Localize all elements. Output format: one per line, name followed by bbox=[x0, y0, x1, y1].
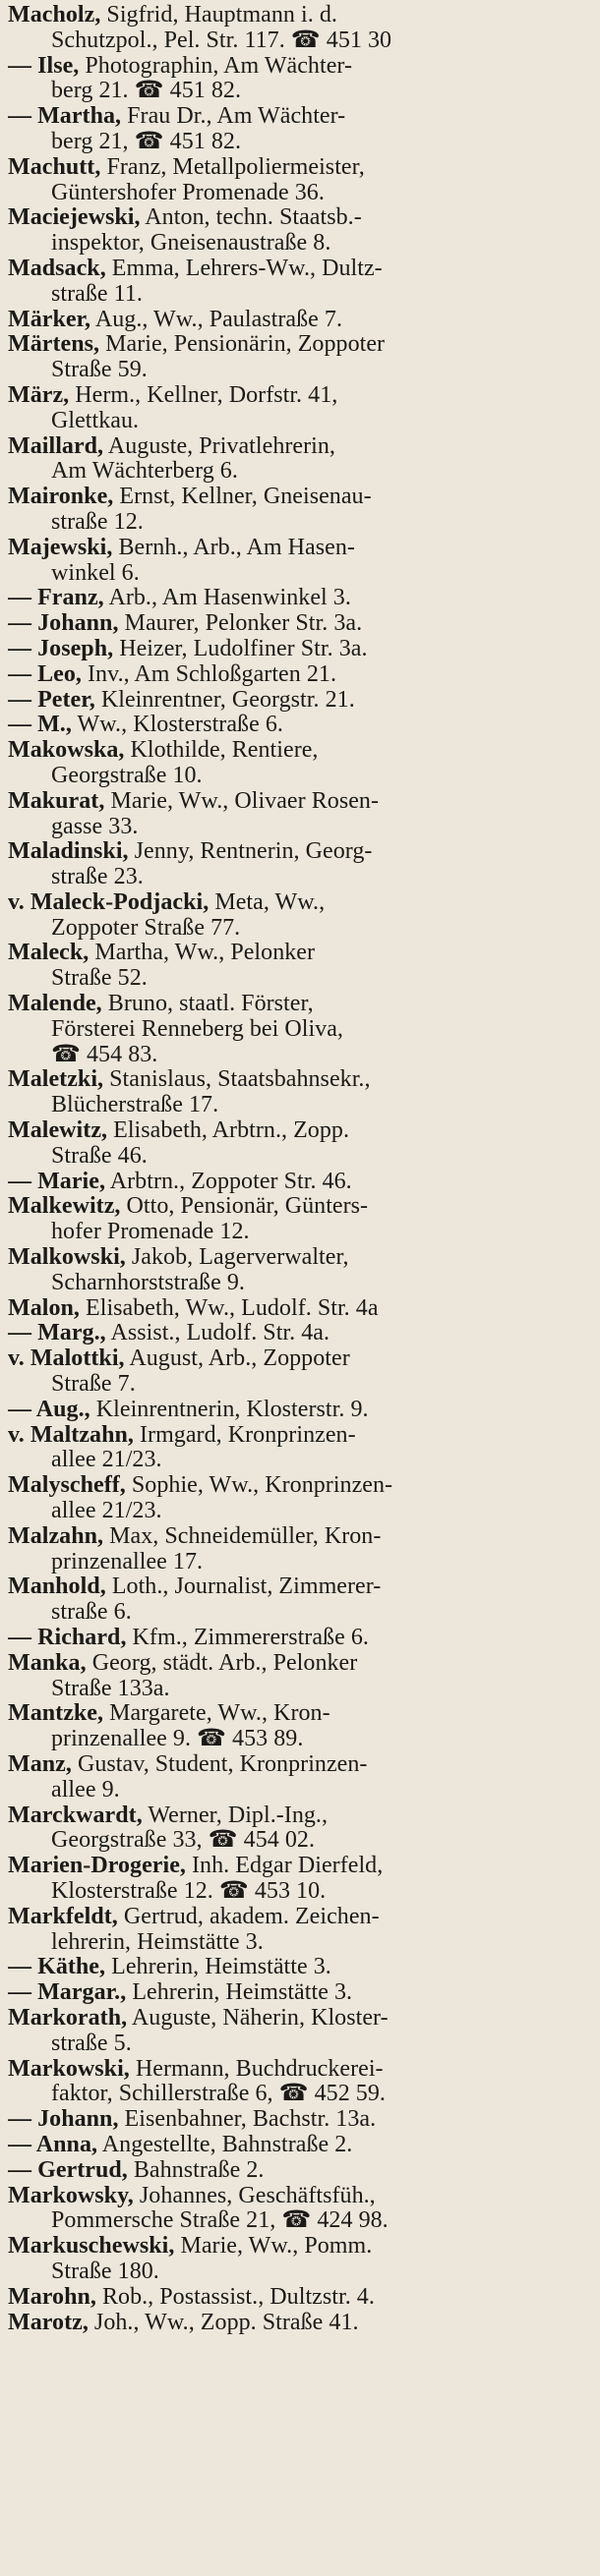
entry-name: Markowsky, bbox=[8, 2183, 134, 2208]
entry-details: Max, Schneidemüller, Kron- bbox=[103, 1523, 382, 1549]
entry-name: Maciejewski, bbox=[8, 205, 141, 231]
entry-details: Sophie, Ww., Kronprinzen- bbox=[125, 1473, 393, 1499]
entry-details: Lehrerin, Heimstätte 3. bbox=[126, 1980, 353, 2006]
entry-name: Makowska, bbox=[8, 738, 125, 764]
entry-name: Manka, bbox=[8, 1650, 87, 1676]
entry-continuation-line: Blücherstraße 17. bbox=[51, 1093, 219, 1118]
entry-name: — Margar., bbox=[8, 1980, 127, 2006]
entry-name: Malzahn, bbox=[8, 1523, 104, 1549]
directory-entry bbox=[8, 2184, 592, 2235]
entry-name: — Franz, bbox=[8, 586, 104, 611]
directory-entry bbox=[8, 1398, 592, 1423]
entry-name: — M., bbox=[8, 713, 72, 738]
entry-name: Malende, bbox=[8, 992, 102, 1017]
entry-first-line bbox=[8, 1803, 592, 1829]
entry-first-line bbox=[8, 637, 592, 662]
entry-first-line bbox=[8, 1701, 592, 1727]
entry-first-line bbox=[8, 941, 592, 966]
entry-first-line bbox=[8, 3, 592, 29]
entry-first-line bbox=[8, 1321, 592, 1346]
entry-details: Kleinrentner, Georgstr. 21. bbox=[94, 687, 355, 713]
entry-first-line bbox=[8, 611, 592, 637]
entry-name: Marien-Drogerie, bbox=[8, 1854, 186, 1879]
directory-entry bbox=[8, 155, 592, 206]
directory-entry bbox=[8, 1067, 592, 1118]
entry-details: Assist., Ludolf. Str. 4a. bbox=[105, 1321, 330, 1346]
entry-first-line bbox=[8, 1118, 592, 1144]
directory-entry bbox=[8, 383, 592, 434]
entry-details: Marie, Ww., Olivaer Rosen- bbox=[104, 788, 380, 814]
entry-name: — Leo, bbox=[8, 661, 82, 687]
entry-first-line bbox=[8, 1626, 592, 1651]
entry-continuation-line: Glettkau. bbox=[51, 408, 140, 433]
entry-details: Aug., Ww., Paulastraße 7. bbox=[90, 307, 343, 332]
entry-details: Ernst, Kellner, Gneisenau- bbox=[113, 485, 372, 510]
directory-entry bbox=[8, 611, 592, 637]
entry-name: Maleck, bbox=[8, 941, 90, 966]
entry-continuation-line: straße 5. bbox=[51, 2031, 132, 2056]
entry-continuation-line: prinzenallee 17. bbox=[51, 1549, 204, 1574]
entry-name: Märker, bbox=[8, 307, 91, 332]
entry-details: Georg, städt. Arb., Pelonker bbox=[86, 1650, 358, 1676]
entry-continuation-line: Am Wächterberg 6. bbox=[51, 459, 238, 485]
directory-entry bbox=[8, 1118, 592, 1170]
entry-name: Machutt, bbox=[8, 154, 101, 180]
entry-name: Maladinski, bbox=[8, 839, 129, 865]
entry-first-line bbox=[8, 1955, 592, 1980]
entry-first-line bbox=[8, 1980, 592, 2006]
entry-name: — Aug., bbox=[8, 1397, 90, 1422]
entry-details: Bernh., Arb., Am Hasen- bbox=[112, 535, 355, 560]
entry-name: Maletzki, bbox=[8, 1067, 104, 1093]
entry-details: Angestellte, Bahnstraße 2. bbox=[97, 2132, 353, 2157]
directory-entry bbox=[8, 1701, 592, 1752]
entry-name: — Joseph, bbox=[8, 636, 114, 661]
directory-entry bbox=[8, 308, 592, 333]
entry-details: Joh., Ww., Zopp. Straße 41. bbox=[88, 2310, 359, 2335]
directory-entry bbox=[8, 1905, 592, 1956]
entry-continuation-line: Pommersche Straße 21, ☎ 424 98. bbox=[51, 2208, 389, 2234]
entry-first-line bbox=[8, 1524, 592, 1550]
entry-first-line bbox=[8, 738, 592, 764]
entry-first-line bbox=[8, 2158, 592, 2184]
entry-continuation-line: Försterei Renneberg bei Oliva, bbox=[51, 1016, 343, 1042]
entry-continuation-line: Georgstraße 10. bbox=[51, 763, 203, 788]
entry-continuation-line: prinzenallee 9. ☎ 453 89. bbox=[51, 1727, 304, 1752]
entry-name: — Gertrud, bbox=[8, 2157, 128, 2183]
entry-details: Gustav, Student, Kronprinzen- bbox=[71, 1751, 368, 1777]
entry-first-line bbox=[8, 2234, 592, 2260]
directory-entry bbox=[8, 941, 592, 992]
directory-entry bbox=[8, 890, 592, 942]
entry-name: Makurat, bbox=[8, 788, 105, 814]
directory-entry bbox=[8, 1980, 592, 2006]
directory-entry bbox=[8, 1296, 592, 1322]
entry-details: Marie, Pensionärin, Zoppoter bbox=[99, 332, 386, 358]
entry-continuation-line: gasse 33. bbox=[51, 814, 139, 839]
entry-first-line bbox=[8, 586, 592, 611]
entry-first-line bbox=[8, 1194, 592, 1220]
entry-name: Markfeldt, bbox=[8, 1904, 118, 1929]
directory-entry bbox=[8, 1346, 592, 1398]
entry-name: Maillard, bbox=[8, 433, 104, 459]
entry-name: Malon, bbox=[8, 1295, 80, 1321]
entry-continuation-line: faktor, Schillerstraße 6, ☎ 452 59. bbox=[51, 2082, 386, 2107]
entry-name: Markorath, bbox=[8, 2005, 128, 2031]
directory-entry bbox=[8, 536, 592, 587]
entry-first-line bbox=[8, 1905, 592, 1930]
entry-first-line bbox=[8, 789, 592, 815]
entry-continuation-line: straße 6. bbox=[51, 1600, 132, 1626]
entry-name: — Johann, bbox=[8, 611, 119, 637]
entry-name: März, bbox=[8, 382, 70, 408]
entry-name: — Ilse, bbox=[8, 53, 80, 79]
entry-name: Malkowski, bbox=[8, 1245, 126, 1271]
entry-first-line bbox=[8, 1752, 592, 1778]
entry-first-line bbox=[8, 713, 592, 738]
entry-continuation-line: Klosterstraße 12. ☎ 453 10. bbox=[51, 1878, 327, 1904]
directory-entry bbox=[8, 485, 592, 536]
entry-continuation-line: Straße 133a. bbox=[51, 1676, 170, 1701]
entry-first-line bbox=[8, 839, 592, 865]
entry-first-line bbox=[8, 2285, 592, 2311]
entry-details: Lehrerin, Heimstätte 3. bbox=[105, 1955, 331, 1980]
entry-details: Gertrud, akadem. Zeichen- bbox=[117, 1904, 380, 1929]
entry-continuation-line: Scharnhorststraße 9. bbox=[51, 1270, 245, 1295]
entry-name: v. Maleck-Podjacki, bbox=[8, 889, 210, 915]
directory-entry bbox=[8, 586, 592, 611]
entry-name: — Richard, bbox=[8, 1626, 127, 1650]
entry-continuation-line: ☎ 454 83. bbox=[51, 1042, 158, 1067]
entry-first-line bbox=[8, 1245, 592, 1271]
entry-first-line bbox=[8, 1170, 592, 1195]
entry-details: Auguste, Näherin, Kloster- bbox=[127, 2005, 389, 2031]
entry-first-line bbox=[8, 1346, 592, 1372]
directory-entry bbox=[8, 2234, 592, 2285]
entry-name: v. Malottki, bbox=[8, 1346, 125, 1372]
entry-continuation-line: allee 21/23. bbox=[51, 1499, 162, 1524]
entry-first-line bbox=[8, 1296, 592, 1322]
entry-continuation-line: allee 9. bbox=[51, 1777, 120, 1803]
directory-entry bbox=[8, 1170, 592, 1195]
entry-details: Klothilde, Rentiere, bbox=[124, 738, 319, 764]
entry-name: Mantzke, bbox=[8, 1701, 104, 1727]
directory-entry bbox=[8, 688, 592, 714]
entry-continuation-line: Straße 46. bbox=[51, 1143, 148, 1169]
entry-name: — Peter, bbox=[8, 687, 95, 713]
entry-details: Johannes, Geschäftsfüh., bbox=[133, 2183, 376, 2208]
directory-entry bbox=[8, 205, 592, 257]
entry-continuation-line: berg 21, ☎ 451 82. bbox=[51, 129, 242, 154]
entry-continuation-line: straße 11. bbox=[51, 281, 143, 307]
entry-first-line bbox=[8, 332, 592, 358]
entry-name: Manz, bbox=[8, 1751, 72, 1777]
directory-entry bbox=[8, 1524, 592, 1575]
entry-details: Franz, Metallpoliermeister, bbox=[100, 154, 365, 180]
entry-continuation-line: lehrerin, Heimstätte 3. bbox=[51, 1929, 264, 1955]
entry-first-line bbox=[8, 155, 592, 181]
entry-name: Marotz, bbox=[8, 2310, 89, 2335]
entry-continuation-line: Straße 7. bbox=[51, 1372, 136, 1398]
directory-entry bbox=[8, 789, 592, 840]
entry-details: Elisabeth, Ww., Ludolf. Str. 4a bbox=[79, 1295, 379, 1321]
entry-continuation-line: straße 12. bbox=[51, 509, 144, 535]
entry-details: Jakob, Lagerverwalter, bbox=[125, 1245, 349, 1271]
entry-details: Irmgard, Kronprinzen- bbox=[133, 1422, 356, 1448]
entry-name: Malkewitz, bbox=[8, 1194, 121, 1220]
directory-entry bbox=[8, 3, 592, 54]
directory-entry bbox=[8, 992, 592, 1067]
entry-name: — Martha, bbox=[8, 104, 122, 130]
entry-details: Otto, Pensionär, Günters- bbox=[120, 1194, 369, 1220]
entry-first-line bbox=[8, 434, 592, 460]
entry-continuation-line: Schutzpol., Pel. Str. 117. ☎ 451 30 bbox=[51, 28, 392, 53]
entry-details: Inh. Edgar Dierfeld, bbox=[185, 1854, 384, 1879]
entry-continuation-line: Straße 59. bbox=[51, 358, 148, 383]
entry-name: — Anna, bbox=[8, 2132, 98, 2157]
directory-entry bbox=[8, 738, 592, 789]
entry-continuation-line: hofer Promenade 12. bbox=[51, 1220, 250, 1245]
directory-entry bbox=[8, 2006, 592, 2057]
entry-first-line bbox=[8, 104, 592, 130]
entry-continuation-line: allee 21/23. bbox=[51, 1448, 162, 1473]
entry-details: Margarete, Ww., Kron- bbox=[103, 1701, 330, 1727]
directory-entry bbox=[8, 104, 592, 155]
directory-entry bbox=[8, 1651, 592, 1702]
entry-name: Madsack, bbox=[8, 256, 106, 281]
directory-entry bbox=[8, 637, 592, 662]
entry-first-line bbox=[8, 2107, 592, 2133]
entry-details: Rob., Postassist., Dultzstr. 4. bbox=[95, 2284, 375, 2310]
entry-name: Macholz, bbox=[8, 3, 101, 28]
entry-details: Arb., Am Hasenwinkel 3. bbox=[103, 586, 351, 611]
entry-details: Bahnstraße 2. bbox=[127, 2157, 265, 2183]
entry-details: Loth., Journalist, Zimmerer- bbox=[105, 1574, 382, 1600]
entry-first-line bbox=[8, 992, 592, 1017]
directory-entry bbox=[8, 1423, 592, 1474]
directory-entry bbox=[8, 2311, 592, 2336]
entry-name: Markowski, bbox=[8, 2056, 130, 2082]
directory-entry bbox=[8, 1194, 592, 1245]
entry-first-line bbox=[8, 2006, 592, 2032]
entry-details: Meta, Ww., bbox=[209, 889, 326, 915]
entry-name: Marckwardt, bbox=[8, 1803, 143, 1828]
entry-details: Kfm., Zimmererstraße 6. bbox=[126, 1626, 369, 1650]
entry-first-line bbox=[8, 2133, 592, 2158]
entry-first-line bbox=[8, 485, 592, 510]
entry-name: Manhold, bbox=[8, 1574, 106, 1600]
entry-first-line bbox=[8, 308, 592, 333]
directory-entry bbox=[8, 1321, 592, 1346]
entry-name: Märtens, bbox=[8, 332, 100, 358]
entry-name: — Johann, bbox=[8, 2107, 119, 2133]
entry-first-line bbox=[8, 2057, 592, 2083]
entry-continuation-line: winkel 6. bbox=[51, 560, 140, 586]
directory-entry bbox=[8, 2133, 592, 2158]
entry-details: Kleinrentnerin, Klosterstr. 9. bbox=[90, 1397, 369, 1422]
entry-details: Auguste, Privatlehrerin, bbox=[103, 433, 335, 459]
entry-name: Majewski, bbox=[8, 535, 113, 560]
directory-entry bbox=[8, 1955, 592, 1980]
entry-first-line bbox=[8, 536, 592, 561]
entry-details: Werner, Dipl.-Ing., bbox=[142, 1803, 329, 1828]
directory-entry bbox=[8, 1752, 592, 1803]
entry-first-line bbox=[8, 1067, 592, 1093]
entry-continuation-line: inspektor, Gneisenaustraße 8. bbox=[51, 231, 331, 257]
directory-entry bbox=[8, 1626, 592, 1651]
entry-name: Malewitz, bbox=[8, 1118, 108, 1144]
directory-entry bbox=[8, 257, 592, 308]
entry-details: Maurer, Pelonker Str. 3a. bbox=[118, 611, 363, 637]
entry-details: Martha, Ww., Pelonker bbox=[89, 941, 316, 966]
entry-first-line bbox=[8, 1398, 592, 1423]
directory-entry bbox=[8, 713, 592, 738]
directory-entry bbox=[8, 1854, 592, 1905]
entry-continuation-line: berg 21. ☎ 451 82. bbox=[51, 79, 242, 104]
directory-entry bbox=[8, 1473, 592, 1524]
entry-details: Elisabeth, Arbtrn., Zopp. bbox=[107, 1118, 350, 1144]
directory-entry bbox=[8, 434, 592, 486]
entry-first-line bbox=[8, 1473, 592, 1499]
entry-first-line bbox=[8, 2184, 592, 2209]
entry-details: Photographin, Am Wächter- bbox=[79, 53, 353, 79]
directory-entry bbox=[8, 54, 592, 105]
entry-name: v. Maltzahn, bbox=[8, 1422, 134, 1448]
entry-first-line bbox=[8, 1574, 592, 1600]
entry-continuation-line: Straße 180. bbox=[51, 2259, 159, 2284]
directory-entry bbox=[8, 839, 592, 890]
entry-name: — Marg., bbox=[8, 1321, 106, 1346]
directory-entry bbox=[8, 2107, 592, 2133]
entry-details: Ww., Klosterstraße 6. bbox=[71, 713, 283, 738]
entry-first-line bbox=[8, 257, 592, 282]
entry-first-line bbox=[8, 890, 592, 916]
entry-details: Herm., Kellner, Dorfstr. 41, bbox=[69, 382, 338, 408]
entry-first-line bbox=[8, 1854, 592, 1879]
entry-first-line bbox=[8, 54, 592, 80]
entry-details: Sigfrid, Hauptmann i. d. bbox=[100, 3, 337, 28]
directory-entry bbox=[8, 332, 592, 383]
entry-first-line bbox=[8, 662, 592, 688]
entry-name: Marohn, bbox=[8, 2284, 96, 2310]
directory-entry bbox=[8, 2158, 592, 2184]
entry-details: Eisenbahner, Bachstr. 13a. bbox=[118, 2107, 377, 2133]
entry-details: Frau Dr., Am Wächter- bbox=[121, 104, 346, 130]
entry-details: Arbtrn., Zoppoter Str. 46. bbox=[105, 1169, 352, 1194]
directory-entry bbox=[8, 2057, 592, 2108]
entry-continuation-line: Zoppoter Straße 77. bbox=[51, 915, 241, 941]
directory-entry bbox=[8, 2285, 592, 2311]
entry-details: Marie, Ww., Pomm. bbox=[174, 2234, 373, 2260]
entry-name: Malyscheff, bbox=[8, 1473, 126, 1499]
entry-details: Hermann, Buchdruckerei- bbox=[129, 2056, 384, 2082]
entry-first-line bbox=[8, 2311, 592, 2336]
directory-entry bbox=[8, 1574, 592, 1626]
entry-first-line bbox=[8, 1651, 592, 1677]
entry-first-line bbox=[8, 205, 592, 231]
entry-details: Bruno, staatl. Förster, bbox=[101, 992, 314, 1017]
entry-name: — Marie, bbox=[8, 1169, 106, 1194]
entry-name: Markuschewski, bbox=[8, 2234, 175, 2260]
entry-details: Emma, Lehrers-Ww., Dultz- bbox=[105, 256, 383, 281]
entry-continuation-line: Güntershofer Promenade 36. bbox=[51, 180, 325, 205]
entry-continuation-line: straße 23. bbox=[51, 865, 144, 890]
entry-first-line bbox=[8, 688, 592, 714]
entry-name: — Käthe, bbox=[8, 1955, 106, 1980]
entry-details: Jenny, Rentnerin, Georg- bbox=[128, 839, 373, 865]
entry-continuation-line: Georgstraße 33, ☎ 454 02. bbox=[51, 1828, 315, 1854]
entry-name: Maironke, bbox=[8, 485, 114, 510]
entry-details: Inv., Am Schloßgarten 21. bbox=[81, 661, 337, 687]
entry-details: August, Arb., Zoppoter bbox=[124, 1346, 350, 1372]
directory-entry bbox=[8, 1803, 592, 1855]
entry-continuation-line: Straße 52. bbox=[51, 966, 148, 992]
entry-details: Stanislaus, Staatsbahnsekr., bbox=[103, 1067, 371, 1093]
directory-entry bbox=[8, 1245, 592, 1296]
entry-details: Anton, techn. Staatsb.- bbox=[140, 205, 362, 231]
directory-entry bbox=[8, 662, 592, 688]
entry-first-line bbox=[8, 1423, 592, 1449]
entry-first-line bbox=[8, 383, 592, 409]
entry-details: Heizer, Ludolfiner Str. 3a. bbox=[113, 636, 368, 661]
